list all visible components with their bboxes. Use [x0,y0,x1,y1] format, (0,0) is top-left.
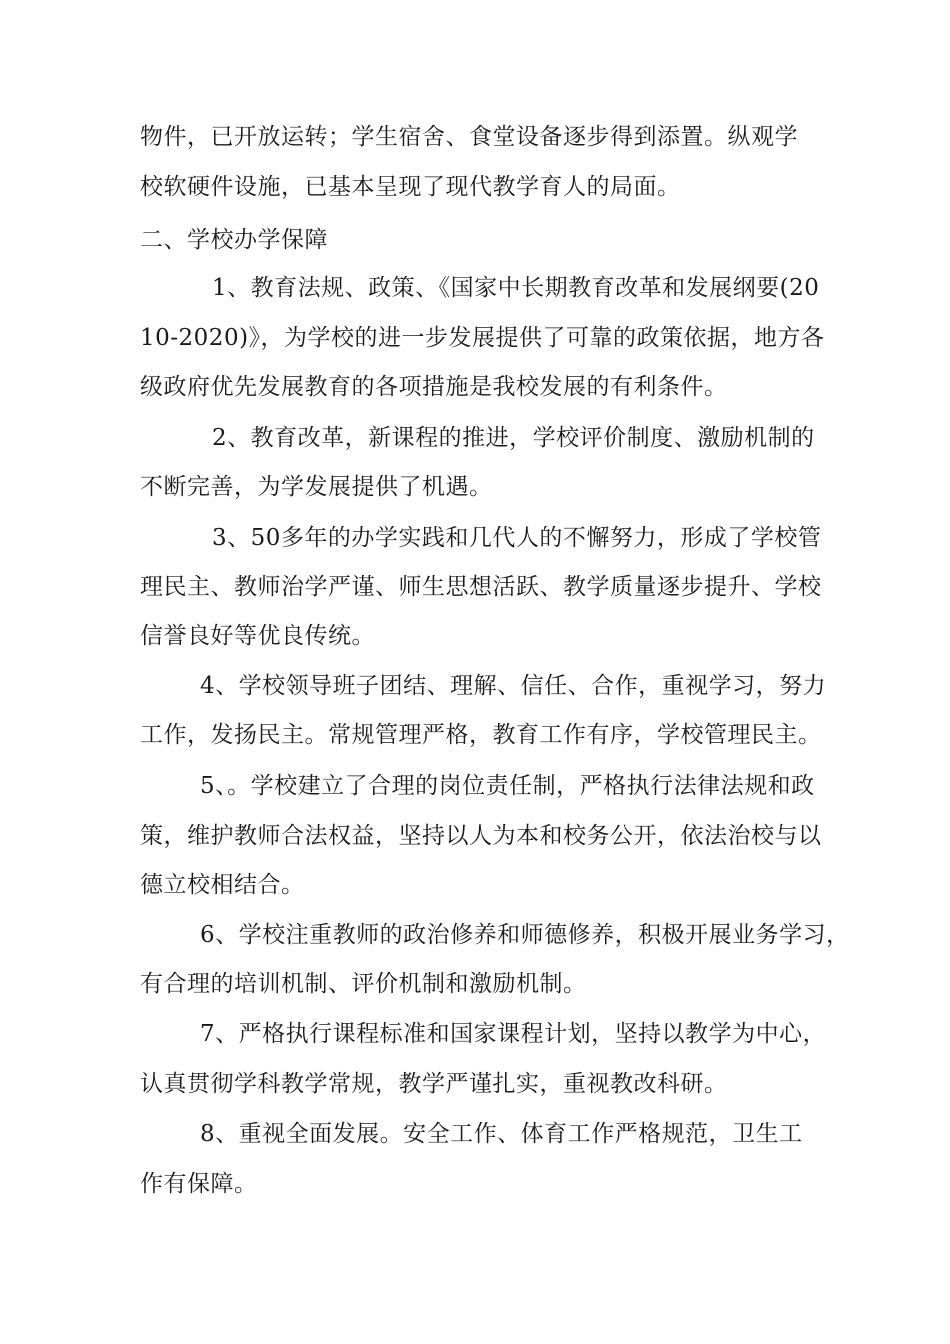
text-line: 6、学校注重教师的政治修养和师德修养，积极开展业务学习， [200,922,850,948]
text-line: 认真贯彻学科教学常规，教学严谨扎实，重视教改科研。 [140,1071,728,1097]
text-line: 1、教育法规、政策、《国家中长期教育改革和发展纲要(20 [212,275,820,301]
text-line: 校软硬件设施，已基本呈现了现代教学育人的局面。 [140,174,681,200]
text-line: 5、。学校建立了合理的岗位责任制，严格执行法律法规和政 [200,773,815,799]
text-line: 级政府优先发展教育的各项措施是我校发展的有利条件。 [140,374,728,400]
text-line: 8、重视全面发展。安全工作、体育工作严格规范，卫生工 [200,1121,803,1147]
text-line: 德立校相结合。 [140,872,305,898]
text-line: 理民主、教师治学严谨、师生思想活跃、教学质量逐步提升、学校 [140,574,822,600]
text-line: 作有保障。 [140,1171,258,1197]
text-line: 10-2020)》，为学校的进一步发展提供了可靠的政策依据，地方各 [140,325,825,351]
text-line: 不断完善，为学发展提供了机遇。 [140,474,493,500]
section-heading: 二、学校办学保障 [140,227,328,253]
text-line: 物件，已开放运转；学生宿舍、食堂设备逐步得到添置。纵观学 [140,124,798,150]
text-line: 有合理的培训机制、评价机制和激励机制。 [140,971,587,997]
text-line: 2、教育改革，新课程的推进，学校评价制度、激励机制的 [212,425,815,451]
text-line: 7、严格执行课程标准和国家课程计划，坚持以教学为中心， [200,1021,827,1047]
text-line: 工作，发扬民主。常规管理严格，教育工作有序，学校管理民主。 [140,722,822,748]
text-line: 3、50多年的办学实践和几代人的不懈努力，形成了学校管 [212,525,822,551]
text-line: 信誉良好等优良传统。 [140,623,375,649]
text-line: 策，维护教师合法权益，坚持以人为本和校务公开，依法治校与以 [140,823,822,849]
text-line: 4、学校领导班子团结、理解、信任、合作，重视学习，努力 [200,673,827,699]
